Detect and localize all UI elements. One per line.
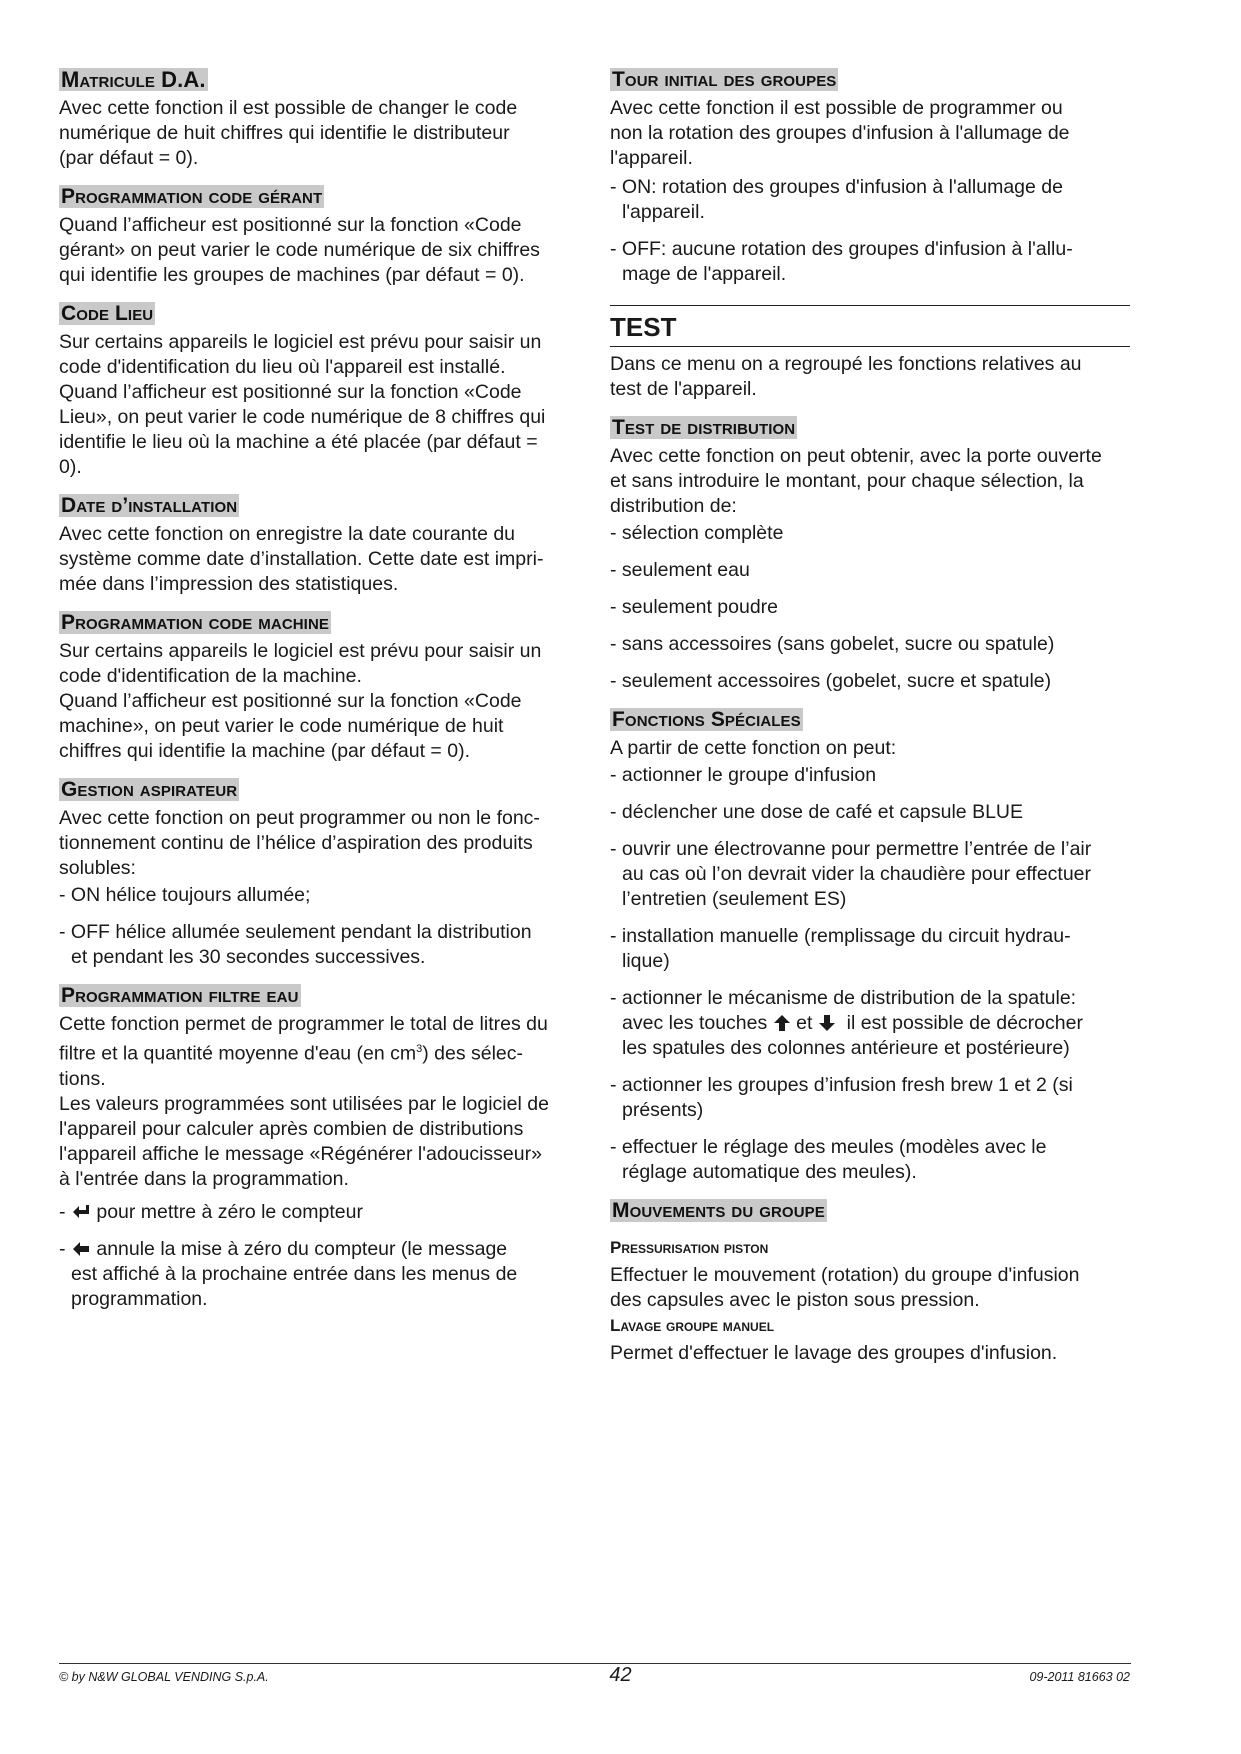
arrow-down-icon [818, 1014, 836, 1032]
list-item: - déclencher une dose de café et capsule BLUE [610, 801, 1024, 823]
list-item: - sélection complète [610, 522, 784, 544]
text-line: identifie le lieu où la machine a été placée (par défaut = [59, 431, 538, 453]
subsection-title-lavage: Lavage groupe manuel [610, 1316, 775, 1335]
section-body-date-installation [59, 522, 581, 597]
text-line: les spatules des colonnes antérieure et postérieure) [622, 1037, 1070, 1059]
section-title-code-machine: Programmation code machine [61, 611, 329, 634]
text-line: l'appareil. [622, 201, 705, 223]
back-arrow-icon [71, 1240, 91, 1258]
text-line: mage de l'appareil. [622, 263, 787, 285]
list-item: - sans accessoires (sans gobelet, sucre ou spatule) [610, 633, 1055, 655]
text-line: gérant» on peut varier le code numérique de six chiffres [59, 239, 540, 261]
text-fragment: avec les touches [622, 1012, 768, 1034]
list-item [610, 237, 1130, 287]
list-item [610, 1135, 1130, 1185]
list-item: - seulement poudre [610, 596, 779, 618]
text-line: numérique de huit chiffres qui identifie le distributeur [59, 122, 510, 144]
left-column [59, 68, 581, 1326]
page-number: 42 [609, 1664, 632, 1686]
section-title-code-lieu: Code Lieu [61, 302, 154, 325]
divider [610, 346, 1130, 347]
distribution-options-list [610, 521, 1130, 694]
section-body-tour-initial [610, 96, 1130, 171]
text-line: Effectuer le mouvement (rotation) du groupe d'infusion [610, 1264, 1080, 1286]
text-line: - actionner les groupes d’infusion fresh brew 1 et 2 (si [610, 1074, 1073, 1096]
text-line: Lieu», on peut varier le code numérique de 8 chiffres qui [59, 406, 546, 428]
section-body-code-gerant [59, 213, 581, 288]
arrow-up-icon [773, 1014, 791, 1032]
text-line: - installation manuelle (remplissage du circuit hydrau- [610, 925, 1071, 947]
text-line: - ouvrir une électrovanne pour permettre l’entrée de l’air [610, 838, 1092, 860]
divider [610, 305, 1130, 306]
section-title-date-installation: Date d’installation [61, 494, 238, 517]
text-line: l’entretien (seulement ES) [622, 888, 847, 910]
list-item [610, 1073, 1130, 1123]
text-line: Avec cette fonction il est possible de changer le code [59, 97, 518, 119]
aspirateur-options-list [59, 883, 581, 970]
text-line: mée dans l’impression des statistiques. [59, 573, 399, 595]
text-line [59, 1237, 581, 1262]
text-line: lique) [622, 950, 670, 972]
text-line: est affiché à la prochaine entrée dans les menus de [71, 1262, 518, 1285]
text-line: (par défaut = 0). [59, 147, 199, 169]
text-line: Dans ce menu on a regroupé les fonctions relatives au [610, 353, 1082, 375]
text-line: Quand l’afficheur est positionné sur la fonction «Code [59, 214, 522, 236]
text-line: Cette fonction permet de programmer le total de litres du [59, 1013, 548, 1035]
text-fragment: ) des sélec- [422, 1042, 524, 1065]
fonctions-speciales-list [610, 763, 1130, 1185]
text-line: test de l'appareil. [610, 378, 757, 400]
text-line: chiffres qui identifie la machine (par défaut = 0). [59, 740, 470, 762]
section-body-code-lieu [59, 330, 581, 480]
text-line: Avec cette fonction on peut programmer ou non le fonc- [59, 807, 540, 829]
text-line: l'appareil affiche le message «Régénérer l'adoucisseur» [59, 1142, 542, 1165]
list-item: - seulement eau [610, 559, 750, 581]
text-line [59, 1037, 581, 1067]
text-line: Avec cette fonction il est possible de programmer ou [610, 97, 1063, 119]
filtre-actions-list [59, 1200, 581, 1312]
dash: - [59, 1237, 66, 1260]
text-line: - OFF hélice allumée seulement pendant la distribution [59, 921, 532, 943]
section-title-code-gerant: Programmation code gérant [61, 185, 323, 208]
text-fragment: et [796, 1012, 813, 1034]
list-item: - ON hélice toujours allumée; [59, 884, 311, 906]
text-line [622, 1011, 1130, 1036]
list-item [59, 1200, 581, 1225]
text-line: code d'identification de la machine. [59, 665, 362, 687]
list-item [59, 1237, 581, 1312]
text-line: et pendant les 30 secondes successives. [71, 946, 426, 968]
text-line: - effectuer le réglage des meules (modèles avec le [610, 1136, 1047, 1158]
section-title-mouvements-groupe: Mouvements du groupe [612, 1199, 825, 1222]
section-title-fonctions-speciales: Fonctions Spéciales [612, 708, 801, 731]
text-line: Quand l’afficheur est positionné sur la fonction «Code [59, 690, 522, 712]
list-item [610, 175, 1130, 225]
dash: - [59, 1200, 66, 1223]
text-line: l'appareil. [610, 147, 693, 169]
text-line: des capsules avec le piston sous pression. [610, 1289, 980, 1311]
text-line: Avec cette fonction on peut obtenir, avec la porte ouverte [610, 445, 1102, 467]
footer-copyright: © by N&W GLOBAL VENDING S.p.A. [59, 1670, 269, 1684]
text-line: machine», on peut varier le code numérique de huit [59, 715, 504, 737]
section-title-filtre-eau: Programmation filtre eau [61, 984, 299, 1007]
right-column [610, 68, 1130, 1380]
superscript: 3 [416, 1043, 423, 1055]
text-line: solubles: [59, 857, 136, 879]
text-line: tions. [59, 1067, 106, 1090]
subsection-body-pressurisation [610, 1263, 1130, 1313]
section-title-gestion-aspirateur: Gestion aspirateur [61, 778, 238, 801]
list-item [610, 924, 1130, 974]
footer-doc-code: 09-2011 81663 02 [1029, 1670, 1130, 1684]
text-line: Les valeurs programmées sont utilisées par le logiciel de [59, 1092, 549, 1115]
text-line: - OFF: aucune rotation des groupes d'infusion à l'allu- [610, 238, 1073, 260]
list-item: - actionner le groupe d'infusion [610, 764, 877, 786]
section-title-tour-initial: Tour initial des groupes [612, 68, 837, 91]
text-line: programmation. [71, 1287, 208, 1310]
section-title-matricule: Matricule D.A. [61, 67, 206, 92]
section-body-filtre-eau [59, 1012, 581, 1192]
text-line: code d'identification du lieu où l'appareil est installé. [59, 356, 506, 378]
text-line: au cas où l’on devrait vider la chaudière pour effectuer [622, 863, 1092, 885]
text-line: et sans introduire le montant, pour chaque sélection, la [610, 470, 1084, 492]
subsection-body-lavage: Permet d'effectuer le lavage des groupes d'infusion. [610, 1342, 1058, 1364]
text-fragment: pour mettre à zéro le compteur [96, 1200, 363, 1223]
section-body-gestion-aspirateur [59, 806, 581, 881]
text-line: - actionner le mécanisme de distribution de la spatule: [610, 987, 1077, 1009]
text-line: 0). [59, 456, 82, 478]
text-line: présents) [622, 1099, 704, 1121]
list-item [610, 837, 1130, 912]
text-line: Sur certains appareils le logiciel est prévu pour saisir un [59, 640, 542, 662]
tour-options-list [610, 175, 1130, 287]
test-chapter-title: TEST [610, 312, 677, 342]
text-line: - ON: rotation des groupes d'infusion à l'allumage de [610, 176, 1063, 198]
subsection-title-pressurisation: Pressurisation piston [610, 1238, 769, 1257]
section-body-code-machine [59, 639, 581, 764]
fonctions-speciales-intro: A partir de cette fonction on peut: [610, 737, 897, 759]
test-intro [610, 352, 1130, 402]
list-item: - seulement accessoires (gobelet, sucre et spatule) [610, 670, 1052, 692]
text-fragment: annule la mise à zéro du compteur (le message [96, 1237, 508, 1260]
section-body-matricule [59, 96, 581, 171]
list-item [610, 986, 1130, 1061]
text-fragment: il est possible de décrocher [846, 1012, 1083, 1034]
text-line: Sur certains appareils le logiciel est prévu pour saisir un [59, 331, 542, 353]
list-item [59, 920, 581, 970]
text-line: à l'entrée dans la programmation. [59, 1167, 349, 1190]
text-line: Avec cette fonction on enregistre la date courante du [59, 523, 516, 545]
text-line: tionnement continu de l’hélice d’aspiration des produits [59, 832, 533, 854]
section-body-test-distribution [610, 444, 1130, 519]
text-line: l'appareil pour calculer après combien de distributions [59, 1117, 524, 1140]
section-title-test-distribution: Test de distribution [612, 416, 796, 439]
text-line: système comme date d’installation. Cette date est impri- [59, 548, 544, 570]
text-line: qui identifie les groupes de machines (par défaut = 0). [59, 264, 525, 286]
enter-key-icon [71, 1203, 91, 1221]
text-line: non la rotation des groupes d'infusion à l'allumage de [610, 122, 1070, 144]
text-line: distribution de: [610, 495, 737, 517]
text-line: Quand l’afficheur est positionné sur la fonction «Code [59, 381, 522, 403]
text-fragment: filtre et la quantité moyenne d'eau (en cm [59, 1042, 417, 1065]
text-line: réglage automatique des meules). [622, 1161, 917, 1183]
